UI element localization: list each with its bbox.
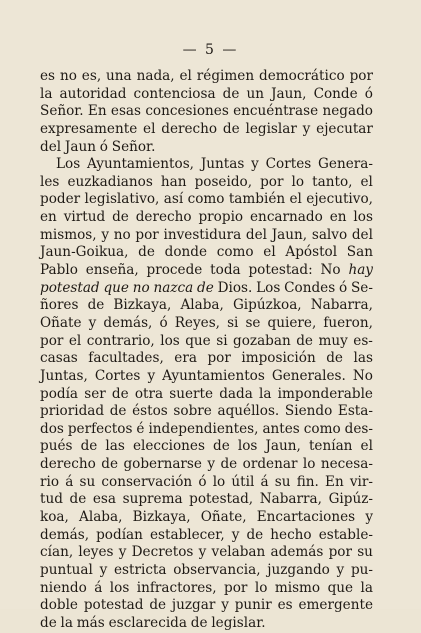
word: los bbox=[353, 209, 373, 226]
word: imponderable bbox=[277, 385, 373, 402]
word: lo bbox=[291, 173, 305, 190]
word: autoridad bbox=[59, 85, 127, 102]
word: Reyes, bbox=[174, 314, 220, 331]
word: otra bbox=[134, 385, 164, 402]
word: demás, bbox=[103, 314, 153, 331]
word: euzkadianos bbox=[67, 173, 153, 190]
word: observancia, bbox=[173, 561, 261, 578]
word: gobernarse bbox=[123, 456, 202, 473]
text-line bbox=[40, 509, 373, 527]
word: Bizkaya, bbox=[113, 297, 172, 314]
word: suprema bbox=[122, 491, 183, 508]
text-line bbox=[40, 156, 373, 174]
word: Señor. bbox=[40, 103, 84, 120]
word: Se- bbox=[350, 279, 373, 296]
word: esa bbox=[92, 491, 116, 508]
word: de bbox=[220, 456, 238, 473]
word: no bbox=[59, 68, 77, 84]
word: ó bbox=[159, 314, 168, 331]
word: encarnado bbox=[250, 209, 323, 226]
text-line bbox=[40, 262, 373, 280]
word: por bbox=[260, 173, 284, 190]
word: No bbox=[320, 262, 341, 279]
word: independientes, bbox=[148, 420, 259, 437]
word: tud bbox=[40, 491, 63, 508]
text-line bbox=[40, 368, 373, 386]
word: estable- bbox=[318, 526, 373, 543]
word: por bbox=[207, 350, 231, 367]
word: de bbox=[111, 385, 129, 402]
word: investidura bbox=[163, 226, 242, 243]
word: Apóstol bbox=[285, 244, 338, 261]
word: suerte bbox=[169, 385, 214, 402]
word: de bbox=[138, 244, 155, 261]
word: es bbox=[277, 597, 293, 614]
text-line bbox=[40, 456, 373, 474]
word: de bbox=[112, 209, 129, 226]
word: hecho bbox=[270, 526, 312, 543]
word: pués bbox=[40, 438, 73, 455]
text-line bbox=[40, 491, 373, 509]
word: donde bbox=[164, 244, 208, 261]
word: encuéntrase bbox=[233, 103, 319, 120]
word: propio bbox=[198, 209, 244, 226]
word: es bbox=[40, 68, 56, 84]
word: y bbox=[101, 226, 109, 243]
word: de bbox=[222, 85, 240, 102]
word: procede bbox=[146, 262, 203, 279]
word: su bbox=[274, 473, 291, 490]
text-line bbox=[40, 421, 373, 439]
text-line bbox=[40, 297, 373, 315]
word: Alaba, bbox=[79, 509, 123, 526]
word: facultades, bbox=[88, 350, 164, 367]
word: la bbox=[360, 579, 373, 596]
word: del bbox=[245, 226, 268, 243]
word: Jaun-Goikua, bbox=[40, 244, 129, 261]
word: legislar bbox=[245, 120, 297, 137]
word: su bbox=[79, 473, 96, 490]
word: les bbox=[40, 173, 60, 190]
word: tenían bbox=[308, 438, 353, 455]
word: fueron, bbox=[323, 314, 373, 331]
word: el bbox=[143, 120, 156, 137]
word: legislar. bbox=[211, 614, 266, 631]
text-line bbox=[40, 174, 373, 192]
word: Pablo bbox=[40, 262, 78, 279]
word: de bbox=[87, 297, 105, 314]
word: lo bbox=[254, 579, 268, 596]
word: sobre bbox=[173, 403, 212, 420]
word: derecho bbox=[40, 456, 96, 473]
word: de bbox=[80, 438, 98, 455]
word: Los bbox=[56, 156, 81, 173]
word: antes bbox=[262, 420, 300, 437]
word: Cortes bbox=[265, 156, 312, 173]
word: derecho bbox=[135, 209, 192, 226]
word: y bbox=[99, 561, 108, 578]
word: de bbox=[213, 438, 230, 455]
word: lo bbox=[212, 473, 226, 490]
word: potestad bbox=[83, 597, 144, 614]
word: Gipúz- bbox=[328, 491, 373, 508]
word: de bbox=[101, 456, 119, 473]
word: niendo bbox=[40, 579, 87, 596]
word: Cortes bbox=[94, 367, 141, 384]
word: ó bbox=[364, 85, 373, 102]
word: ejecutar bbox=[316, 120, 373, 137]
word: establecer, bbox=[149, 526, 225, 543]
word: ó bbox=[338, 279, 348, 296]
word: ejecutivo, bbox=[306, 191, 373, 208]
word: no bbox=[113, 226, 131, 243]
word: leyes bbox=[78, 544, 114, 561]
word: su bbox=[357, 544, 373, 561]
word: Oñate, bbox=[200, 509, 247, 526]
text-line bbox=[40, 121, 373, 139]
word: aquéllos. bbox=[217, 403, 280, 420]
word: que bbox=[185, 332, 211, 349]
body-text bbox=[40, 68, 373, 633]
word: los bbox=[160, 332, 180, 349]
word: vir- bbox=[349, 473, 373, 490]
word: podía bbox=[40, 385, 79, 402]
word: concesiones bbox=[145, 103, 229, 120]
text-line bbox=[40, 544, 373, 562]
word: Esta- bbox=[337, 403, 373, 420]
word: Juntas bbox=[200, 156, 245, 173]
word: des- bbox=[344, 420, 373, 437]
word: ó bbox=[99, 138, 108, 155]
word: de bbox=[149, 597, 167, 614]
word: que bbox=[103, 279, 129, 296]
word: las bbox=[105, 438, 125, 455]
word: En bbox=[87, 103, 107, 120]
word: de bbox=[69, 491, 87, 508]
word: y bbox=[221, 597, 229, 614]
word: de bbox=[197, 279, 214, 296]
word: de bbox=[326, 350, 343, 367]
text-line bbox=[40, 580, 373, 598]
word: muy bbox=[318, 332, 348, 349]
word: del bbox=[40, 138, 62, 155]
word: el bbox=[263, 244, 276, 261]
word: y bbox=[207, 456, 216, 473]
text-line bbox=[40, 527, 373, 545]
text-line bbox=[40, 227, 373, 245]
word: y bbox=[198, 544, 207, 561]
word: enseña, bbox=[85, 262, 139, 279]
text-line bbox=[40, 68, 373, 86]
word: poseido, bbox=[194, 173, 253, 190]
word: como bbox=[187, 191, 225, 208]
word: koa, bbox=[40, 509, 69, 526]
word: por bbox=[328, 544, 352, 561]
word: Oñate bbox=[40, 314, 82, 331]
word: de bbox=[190, 614, 208, 631]
text-line bbox=[40, 386, 373, 404]
word: ordenar bbox=[242, 456, 298, 473]
word: y bbox=[251, 156, 259, 173]
word: Juntas, bbox=[40, 367, 88, 384]
word: Siendo bbox=[284, 403, 333, 420]
word: y bbox=[118, 544, 127, 561]
word: rio bbox=[40, 473, 60, 490]
word: democrático bbox=[259, 68, 345, 84]
word: ó bbox=[198, 473, 207, 490]
word: contrario, bbox=[86, 332, 155, 349]
word: más bbox=[76, 614, 105, 631]
word: legislativo, bbox=[84, 191, 160, 208]
word: velaban bbox=[211, 544, 266, 561]
word: es- bbox=[353, 332, 373, 349]
word: que bbox=[327, 579, 354, 596]
word: Nabarra, bbox=[259, 491, 322, 508]
word: Nabarra, bbox=[310, 297, 373, 314]
word: pu- bbox=[350, 561, 373, 578]
word: el bbox=[360, 438, 373, 455]
word: Gipúzkoa, bbox=[232, 297, 302, 314]
text-line bbox=[40, 86, 373, 104]
word: cían, bbox=[40, 544, 74, 561]
word: si bbox=[227, 314, 239, 331]
text-line bbox=[40, 597, 373, 615]
word: Conde bbox=[313, 85, 358, 102]
text-line bbox=[40, 615, 373, 633]
word: y bbox=[88, 314, 97, 331]
word: Decretos bbox=[131, 544, 194, 561]
word: por bbox=[40, 332, 64, 349]
word: en bbox=[329, 209, 347, 226]
word: esas bbox=[110, 103, 142, 120]
word: Alaba, bbox=[180, 297, 224, 314]
word: Jaun, bbox=[265, 438, 301, 455]
word: y bbox=[302, 120, 311, 137]
word: Dios. bbox=[217, 279, 253, 296]
word: Los bbox=[256, 279, 281, 296]
word: una bbox=[106, 68, 132, 84]
text-line bbox=[40, 315, 373, 333]
word: es, bbox=[81, 68, 102, 84]
word: toda bbox=[210, 262, 241, 279]
word: doble bbox=[40, 597, 78, 614]
word: perfectos bbox=[67, 420, 133, 437]
word: y bbox=[365, 509, 373, 526]
word: quiere, bbox=[267, 314, 317, 331]
word: de bbox=[222, 120, 240, 137]
word: virtud bbox=[63, 209, 106, 226]
word: no bbox=[132, 279, 150, 296]
word: mismos, bbox=[40, 226, 97, 243]
text-line bbox=[40, 191, 373, 209]
word: Condes bbox=[284, 279, 336, 296]
word: Jaun, bbox=[271, 85, 307, 102]
word: y bbox=[147, 367, 156, 384]
word: las bbox=[353, 350, 373, 367]
word: un bbox=[246, 85, 265, 102]
word: á bbox=[94, 579, 103, 596]
word: la bbox=[259, 385, 272, 402]
word: Encartaciones bbox=[256, 509, 356, 526]
word: Genera- bbox=[318, 156, 373, 173]
word: imposición bbox=[241, 350, 316, 367]
word: han bbox=[160, 173, 187, 190]
page-number: — 5 — bbox=[182, 42, 239, 58]
word: puntual bbox=[40, 561, 93, 578]
text-line bbox=[40, 139, 373, 157]
word: En bbox=[325, 473, 344, 490]
text-line bbox=[40, 350, 373, 368]
word: por bbox=[224, 579, 248, 596]
word: el bbox=[360, 173, 373, 190]
word: también bbox=[228, 191, 286, 208]
word: ser bbox=[84, 385, 106, 402]
word: de bbox=[296, 332, 313, 349]
word: conservación bbox=[101, 473, 193, 490]
word: demás, bbox=[40, 526, 90, 543]
word: San bbox=[346, 244, 373, 261]
word: gozaban bbox=[233, 332, 291, 349]
word: dada bbox=[219, 385, 253, 402]
word: potestad, bbox=[189, 491, 254, 508]
word: salvo bbox=[311, 226, 348, 243]
word: dos bbox=[40, 420, 64, 437]
word: Bizkaya, bbox=[132, 509, 191, 526]
paragraph bbox=[40, 156, 373, 632]
word: por bbox=[135, 226, 159, 243]
word: fin. bbox=[296, 473, 319, 490]
word: lo bbox=[302, 456, 316, 473]
word: útil bbox=[231, 473, 255, 490]
text-line bbox=[40, 333, 373, 351]
word: el bbox=[179, 68, 192, 84]
word: el bbox=[289, 191, 302, 208]
word: nada, bbox=[136, 68, 175, 84]
word: por bbox=[349, 68, 373, 84]
paragraph bbox=[40, 68, 373, 156]
word: derecho bbox=[161, 120, 218, 137]
text-line bbox=[40, 280, 373, 298]
text-line bbox=[40, 103, 373, 121]
word: Generales. bbox=[271, 367, 346, 384]
word: ñores bbox=[40, 297, 79, 314]
word: poder bbox=[40, 191, 81, 208]
word: Jaun, bbox=[271, 226, 308, 243]
word: éstos bbox=[132, 403, 168, 420]
word: á bbox=[260, 473, 269, 490]
word: de bbox=[40, 614, 57, 631]
word: era bbox=[174, 350, 197, 367]
text-line bbox=[40, 438, 373, 456]
word: prioridad bbox=[40, 403, 105, 420]
word: régimen bbox=[196, 68, 255, 84]
word: esclarecida bbox=[108, 614, 187, 631]
word: como bbox=[216, 244, 254, 261]
word: á bbox=[65, 473, 74, 490]
text-line bbox=[40, 562, 373, 580]
word: No bbox=[352, 367, 373, 384]
word: juzgar bbox=[171, 597, 216, 614]
word: contenciosa bbox=[133, 85, 216, 102]
word: punir bbox=[234, 597, 272, 614]
word: se bbox=[245, 314, 261, 331]
word: negado bbox=[322, 103, 373, 120]
word: emergente bbox=[298, 597, 373, 614]
word: además bbox=[270, 544, 324, 561]
word: nazca bbox=[153, 279, 194, 296]
text-line bbox=[40, 209, 373, 227]
word: Ayuntamientos bbox=[162, 367, 265, 384]
word: Señor. bbox=[111, 138, 156, 155]
word: tanto, bbox=[312, 173, 353, 190]
word: el bbox=[68, 332, 82, 349]
word: estricta bbox=[113, 561, 167, 578]
word: potestad bbox=[40, 279, 100, 296]
word: mismo bbox=[274, 579, 321, 596]
word: en bbox=[40, 209, 57, 226]
word: necesa- bbox=[320, 456, 373, 473]
word: de bbox=[109, 403, 127, 420]
word: infractores, bbox=[136, 579, 217, 596]
word: hay bbox=[348, 262, 373, 279]
word: casas bbox=[40, 350, 78, 367]
word: del bbox=[351, 226, 373, 243]
word: los bbox=[109, 579, 130, 596]
text-line bbox=[40, 474, 373, 492]
word: juzgando bbox=[267, 561, 330, 578]
word: potestad: bbox=[248, 262, 313, 279]
word: como bbox=[303, 420, 341, 437]
word: de bbox=[246, 526, 264, 543]
word: si bbox=[216, 332, 228, 349]
word: y bbox=[231, 526, 240, 543]
word: la bbox=[40, 85, 53, 102]
word: Jaun bbox=[64, 138, 96, 155]
word: Ayuntamientos, bbox=[87, 156, 195, 173]
word: é bbox=[136, 420, 145, 437]
word: y bbox=[336, 561, 345, 578]
word: elecciones bbox=[132, 438, 205, 455]
word: la bbox=[60, 614, 73, 631]
word: así bbox=[163, 191, 184, 208]
word: podían bbox=[96, 526, 143, 543]
text-line bbox=[40, 403, 373, 421]
word: los bbox=[237, 438, 258, 455]
word: expresamente bbox=[40, 120, 138, 137]
text-line bbox=[40, 244, 373, 262]
